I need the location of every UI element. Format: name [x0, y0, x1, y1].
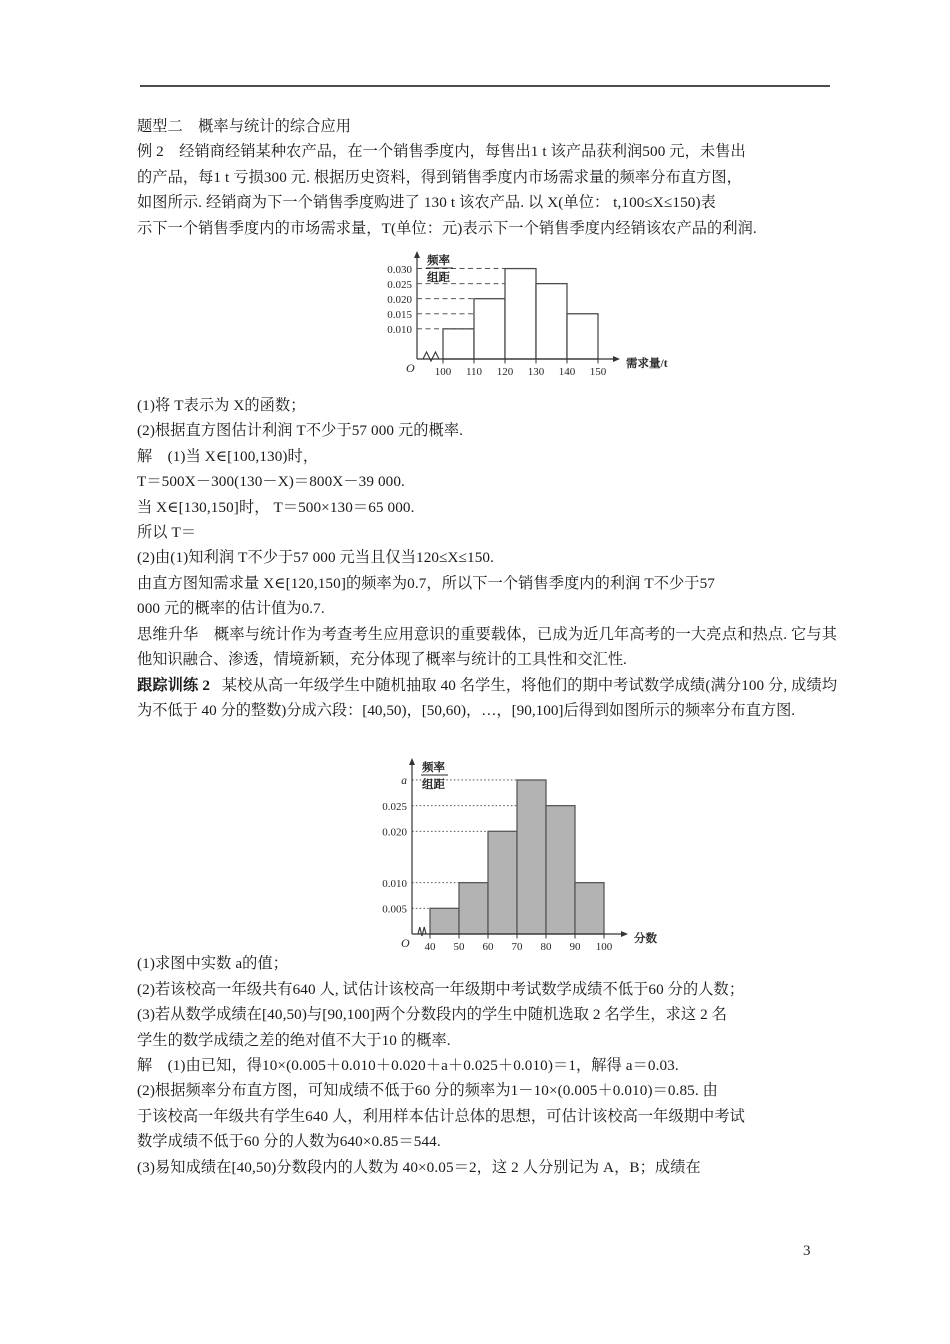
- example2-solution-line-5: (2)由(1)知利润 T不少于57 000 元当且仅当120≤X≤150.: [137, 549, 495, 567]
- example2-solution-line-3: 当 X∈[130,150]时， T＝500×130＝65 000.: [137, 498, 415, 516]
- practice2-solution-line-3: 于该校高一年级共有学生640 人，利用样本估计总体的思想，可估计该校高一年级期中考试: [137, 1107, 745, 1125]
- example2-solution-line-1: 解 (1)当 X∈[100,130)时，: [137, 447, 319, 465]
- axis-break-zigzag: [423, 352, 439, 361]
- page-number: 3: [803, 1243, 811, 1259]
- xtick-label-3: 70: [511, 941, 523, 953]
- example2-solution-line-7: 000 元的概率的估计值为0.7.: [137, 600, 325, 618]
- xtick-label-6: 100: [595, 941, 613, 953]
- x-axis-arrow: [621, 931, 628, 937]
- demand-histogram-figure: [355, 243, 695, 388]
- practice2-question-4: 学生的数学成绩之差的绝对值不大于10 的概率.: [137, 1031, 451, 1049]
- ytick-label-2: 0.020: [382, 826, 407, 839]
- header-rule: [140, 85, 830, 87]
- xtick-label-2: 60: [482, 941, 494, 953]
- ytick-label-1: 0.010: [382, 877, 407, 890]
- example2-solution-line-4: 所以 T＝: [137, 524, 197, 542]
- ytick-label-2: 0.020: [387, 293, 412, 306]
- ylabel-numerator: 频率: [427, 255, 450, 267]
- practice2-question-3: (3)若从数学成绩在[40,50)与[90,100]两个分数段内的学生中随机选取 2 名学生，求这 2 名: [137, 1006, 727, 1024]
- origin-label: O: [401, 936, 410, 950]
- example2-body-line-2: 的产品，每1 t 亏损300 元. 根据历史资料，得到销售季度内市场需求量的频率分布直方图，: [137, 168, 742, 186]
- demand-histogram-svg: [355, 243, 695, 388]
- xtick-label-0: 100: [434, 366, 452, 378]
- xtick-label-1: 110: [465, 366, 483, 378]
- practice2-solution-line-4: 数学成绩不低于60 分的人数为640×0.85＝544.: [137, 1133, 441, 1151]
- histogram-bar-1: [474, 299, 505, 359]
- ytick-label-3: 0.025: [387, 278, 412, 291]
- ytick-label-0: 0.010: [387, 324, 412, 337]
- practice2-solution-line-1: 解 (1)由已知，得10×(0.005＋0.010＋0.020＋a＋0.025＋0.010)＝1，解得 a＝0.03.: [137, 1056, 679, 1074]
- practice2-paragraph: [137, 673, 837, 724]
- xtick-label-3: 130: [527, 366, 545, 378]
- histogram-bar-3: [536, 284, 567, 359]
- histogram-bar-2: [505, 269, 536, 359]
- example2-solution-line-6: 由直方图知需求量 X∈[120,150]的频率为0.7，所以下一个销售季度内的利润 T不少于57: [137, 574, 715, 592]
- example2-body-line-4: 示下一个销售季度内的市场需求量，T(单位：元)表示下一个销售季度内经销该农产品的利润.: [137, 219, 757, 237]
- histogram-bar-0: [430, 908, 459, 934]
- histogram-bar-3: [517, 780, 546, 934]
- score-histogram-svg: [350, 748, 700, 970]
- ytick-label-4: 0.030: [387, 263, 412, 276]
- ylabel-numerator: 频率: [422, 762, 445, 774]
- histogram-bar-2: [488, 831, 517, 934]
- ytick-label-4: a: [401, 774, 407, 787]
- example2-solution-line-2: T＝500X－300(130－X)＝800X－39 000.: [137, 473, 405, 491]
- xlabel: 需求量/t: [626, 358, 668, 370]
- origin-label: O: [406, 361, 415, 375]
- ylabel-denominator: 组距: [427, 272, 450, 284]
- practice2-label: 跟踪训练 2: [137, 676, 210, 694]
- score-histogram-figure: [350, 748, 700, 970]
- ytick-label-1: 0.015: [387, 308, 412, 321]
- x-axis-arrow: [613, 356, 620, 362]
- practice2-body: 某校从高一年级学生中随机抽取 40 名学生，将他们的期中考试数学成绩(满分100 分, 成绩均为不低于 40 分的整数)分成六段：[40,50)，[50,60)，…，[90,100]后得到如图所示的频率分布直方图.: [137, 676, 838, 719]
- practice2-question-2: (2)若该校高一年级共有640 人, 试估计该校高一年级期中考试数学成绩不低于60 分的人数；: [137, 980, 745, 998]
- example2-body-line-3: 如图所示. 经销商为下一个销售季度购进了 130 t 该农产品. 以 X(单位： t,100≤X≤150)表: [137, 194, 716, 212]
- insight-paragraph: 思维升华 概率与统计作为考查考生应用意识的重要载体，已成为近几年高考的一大亮点和热点. 它与其他知识融合、渗透，情境新颖，充分体现了概率与统计的工具性和交汇性.: [137, 625, 837, 669]
- axis-break-zigzag: [418, 927, 426, 936]
- practice2-solution-line-2: (2)根据频率分布直方图，可知成绩不低于60 分的频率为1－10×(0.005＋0.010)＝0.85. 由: [137, 1082, 718, 1100]
- xtick-label-4: 80: [540, 941, 552, 953]
- xlabel: 分数: [634, 933, 657, 945]
- ytick-label-3: 0.025: [382, 800, 407, 813]
- practice2-solution-line-5: (3)易知成绩在[40,50)分数段内的人数为 40×0.05＝2，这 2 人分别记为 A，B；成绩在: [137, 1158, 701, 1176]
- histogram-bar-1: [459, 883, 488, 934]
- y-axis-arrow: [414, 251, 420, 258]
- xtick-label-1: 50: [453, 941, 465, 953]
- xtick-label-5: 150: [589, 366, 607, 378]
- histogram-bar-0: [443, 329, 474, 359]
- xtick-label-2: 120: [496, 366, 514, 378]
- practice2-question-1: (1)求图中实数 a的值；: [137, 955, 289, 973]
- histogram-bar-5: [575, 883, 604, 934]
- section-heading: 题型二 概率与统计的综合应用: [137, 118, 352, 135]
- example2-question-2: (2)根据直方图估计利润 T不少于57 000 元的概率.: [137, 422, 464, 440]
- xtick-label-5: 90: [569, 941, 581, 953]
- y-axis-arrow: [409, 758, 415, 765]
- ytick-label-0: 0.005: [382, 903, 407, 916]
- ylabel-denominator: 组距: [422, 779, 445, 791]
- histogram-bar-4: [567, 314, 598, 359]
- xtick-label-0: 40: [424, 941, 436, 953]
- histogram-bar-4: [546, 806, 575, 934]
- example2-question-1: (1)将 T表示为 X的函数；: [137, 397, 306, 415]
- example2-body-line-1: 例 2 经销商经销某种农产品，在一个销售季度内，每售出1 t 该产品获利润500 元，未售出: [137, 143, 746, 161]
- xtick-label-4: 140: [558, 366, 576, 378]
